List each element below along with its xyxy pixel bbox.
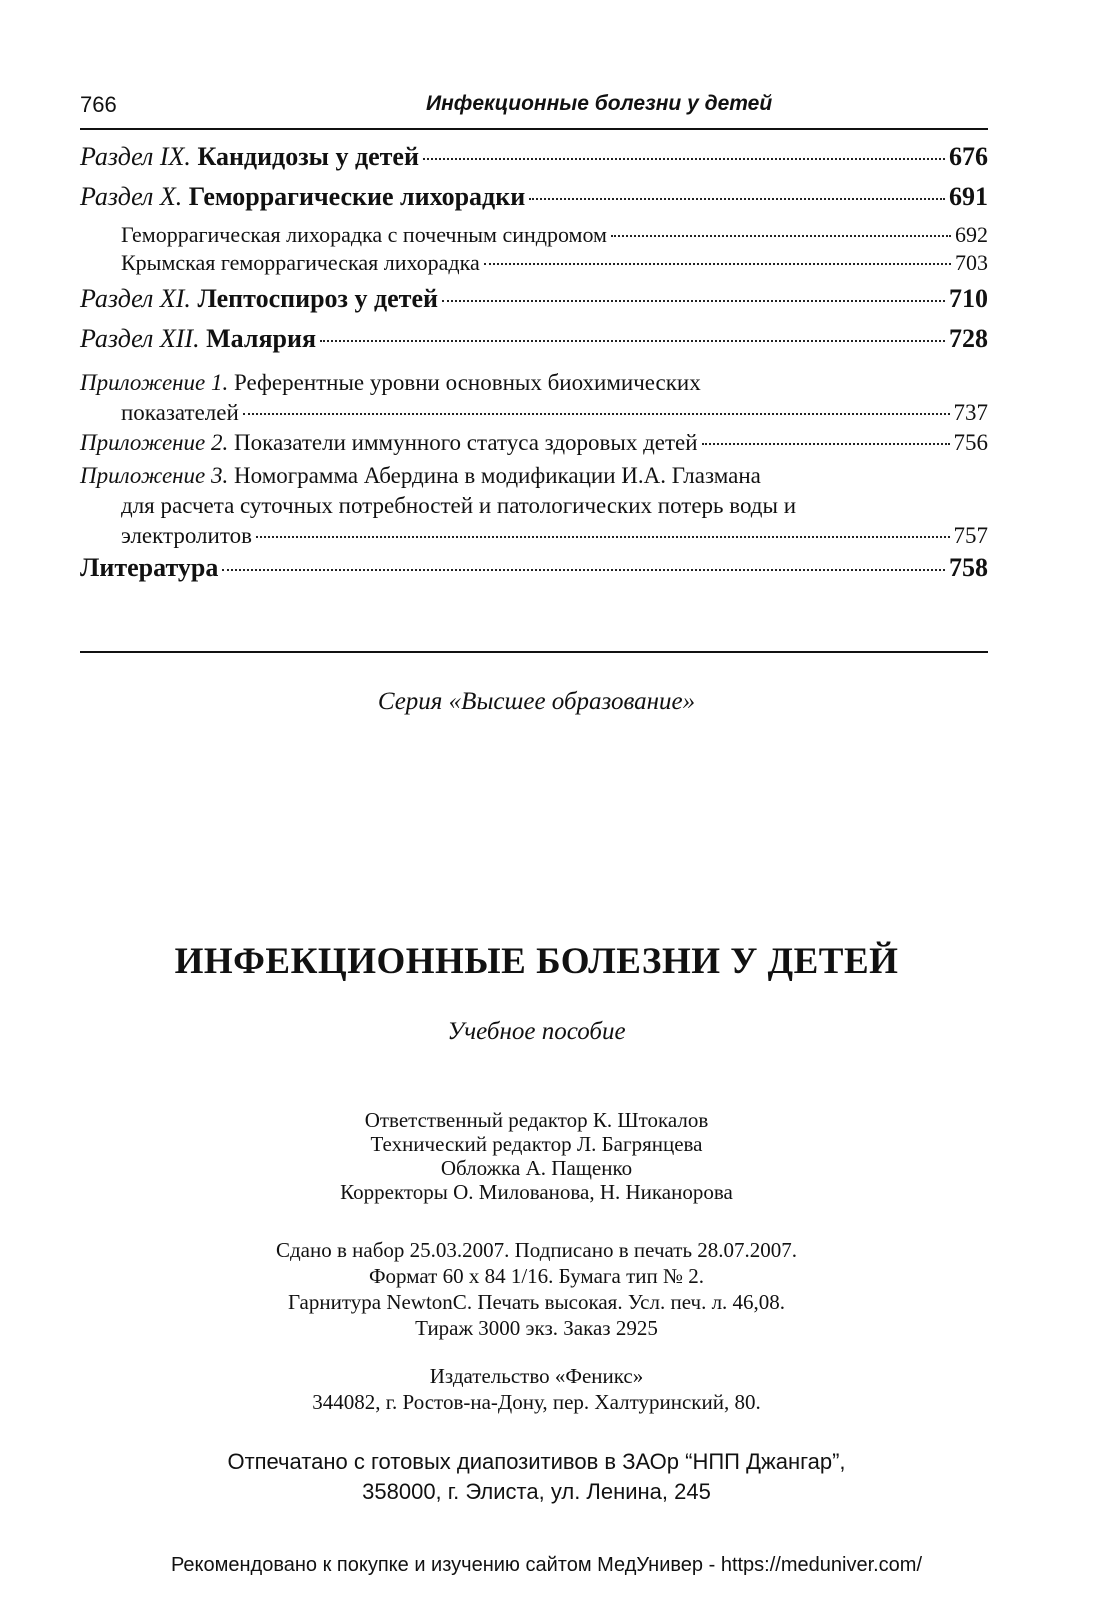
toc-title: Геморрагические лихорадки xyxy=(188,182,526,211)
toc-subentry-hfrs[interactable] xyxy=(80,222,988,250)
printer-line: Отпечатано с готовых диапозитивов в ЗАОр “НПП Джангар”, xyxy=(227,1449,846,1474)
toc-prefix: Приложение 3. xyxy=(80,463,229,488)
toc-entry-section-12[interactable] xyxy=(80,324,988,364)
toc-title-line: для расчета суточных потребностей и патологических потерь воды и xyxy=(121,493,797,518)
toc-subentry-crimean[interactable] xyxy=(80,250,988,278)
toc-entry-appendix-3[interactable] xyxy=(80,463,988,553)
leader-dots xyxy=(529,198,945,200)
imprint-block xyxy=(0,1237,1073,1341)
toc-title-line: Референтные уровни основных биохимических xyxy=(234,370,701,395)
toc-page: 710 xyxy=(949,284,988,313)
toc-prefix: Приложение 2. xyxy=(80,430,229,455)
toc-prefix: Приложение 1. xyxy=(80,370,229,395)
running-title: Инфекционные болезни у детей xyxy=(426,92,773,115)
toc-entry-appendix-2[interactable] xyxy=(80,430,988,463)
leader-dots xyxy=(442,300,945,302)
toc-prefix: Раздел X. xyxy=(80,182,183,211)
imprint-line: Тираж 3000 экз. Заказ 2925 xyxy=(415,1316,658,1340)
toc-title-line: электролитов xyxy=(121,523,252,548)
leader-dots xyxy=(222,569,945,571)
toc-title: Литература xyxy=(80,553,219,582)
toc-title: Показатели иммунного статуса здоровых детей xyxy=(234,430,698,455)
toc-title: Кандидозы у детей xyxy=(197,142,419,171)
toc-page: 757 xyxy=(953,523,988,548)
leader-dots xyxy=(423,158,945,160)
leader-dots xyxy=(611,235,951,237)
toc-entry-section-10[interactable] xyxy=(80,182,988,222)
toc-page: 692 xyxy=(955,222,988,247)
toc-title: Лептоспироз у детей xyxy=(197,284,438,313)
toc-page: 758 xyxy=(949,553,988,582)
printer-line: 358000, г. Элиста, ул. Ленина, 245 xyxy=(362,1479,711,1504)
imprint-line: Гарнитура NewtonC. Печать высокая. Усл. печ. л. 46,08. xyxy=(287,1290,786,1314)
divider xyxy=(80,651,988,653)
table-of-contents xyxy=(80,142,988,593)
toc-entry-section-11[interactable] xyxy=(80,284,988,324)
credits-block xyxy=(0,1108,1073,1204)
toc-prefix: Раздел IX. xyxy=(80,142,191,171)
leader-dots xyxy=(256,536,950,538)
toc-title: Геморрагическая лихорадка с почечным синдромом xyxy=(121,222,607,247)
credit-line: Корректоры О. Милованова, Н. Никанорова xyxy=(340,1180,733,1204)
toc-page: 691 xyxy=(949,182,988,211)
toc-entry-appendix-1[interactable] xyxy=(80,370,988,430)
credit-line: Технический редактор Л. Багрянцева xyxy=(370,1132,703,1156)
toc-entry-literature[interactable] xyxy=(80,553,988,593)
leader-dots xyxy=(243,413,950,415)
toc-prefix: Раздел XII. xyxy=(80,324,200,353)
toc-title-line: показателей xyxy=(121,400,239,425)
leader-dots xyxy=(484,263,951,265)
book-title: ИНФЕКЦИОННЫЕ БОЛЕЗНИ У ДЕТЕЙ xyxy=(174,941,899,982)
running-header xyxy=(80,90,988,130)
publisher-block xyxy=(0,1363,1073,1415)
imprint-line: Сдано в набор 25.03.2007. Подписано в печать 28.07.2007. xyxy=(275,1238,798,1262)
toc-page: 703 xyxy=(955,250,988,275)
printer-block xyxy=(0,1447,1073,1507)
watermark-footer: Рекомендовано к покупке и изучению сайтом МедУнивер - https://meduniver.com/ xyxy=(170,1554,923,1576)
series-name: Серия «Высшее образование» xyxy=(377,688,696,715)
toc-title-line: Номограмма Абердина в модификации И.А. Глазмана xyxy=(234,463,761,488)
credit-line: Обложка А. Пащенко xyxy=(440,1156,633,1180)
toc-page: 756 xyxy=(953,430,988,455)
credit-line: Ответственный редактор К. Штокалов xyxy=(364,1108,709,1132)
page-number: 766 xyxy=(80,92,117,117)
toc-prefix: Раздел XI. xyxy=(80,284,191,313)
imprint-line: Формат 60 х 84 1/16. Бумага тип № 2. xyxy=(368,1264,705,1288)
toc-page: 728 xyxy=(949,324,988,353)
book-type: Учебное пособие xyxy=(447,1018,626,1045)
toc-title: Малярия xyxy=(206,324,317,353)
leader-dots xyxy=(702,443,950,445)
publisher-address: 344082, г. Ростов-на-Дону, пер. Халтуринский, 80. xyxy=(312,1390,761,1414)
toc-page: 737 xyxy=(953,400,988,425)
toc-page: 676 xyxy=(949,142,988,171)
toc-entry-section-9[interactable] xyxy=(80,142,988,182)
leader-dots xyxy=(320,340,945,342)
publisher-name: Издательство «Феникс» xyxy=(429,1364,644,1388)
toc-title: Крымская геморрагическая лихорадка xyxy=(121,250,480,275)
